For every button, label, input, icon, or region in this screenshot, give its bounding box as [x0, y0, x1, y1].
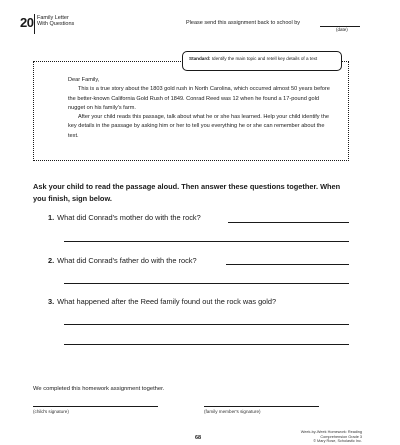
- answer-line-3b[interactable]: [64, 344, 349, 345]
- question-3-text: What happened after the Reed family found out the rock was gold?: [57, 297, 277, 306]
- credit-line-2: © Mary Rose, Scholastic Inc.: [313, 439, 362, 443]
- answer-line-2b[interactable]: [64, 283, 349, 284]
- instructions: Ask your child to read the passage aloud. Then answer these questions together. When you finish, sign below.: [33, 182, 341, 203]
- answer-line-2a[interactable]: [226, 264, 349, 265]
- letter-greeting: Dear Family,: [68, 77, 100, 83]
- family-signature-line[interactable]: [204, 406, 319, 407]
- page-number-footer: 68: [195, 435, 202, 441]
- standard-box: [182, 51, 342, 71]
- question-2-number: 2.: [48, 256, 55, 265]
- family-signature-label: (family member's signature): [204, 409, 261, 414]
- question-2: [48, 256, 197, 265]
- section-title-line1: Family Letter: [37, 15, 69, 21]
- section-title: [37, 15, 97, 27]
- standard-text: Identify the main topic and retell key details of a text: [211, 56, 318, 61]
- answer-line-3a[interactable]: [64, 324, 349, 325]
- question-1-text: What did Conrad's mother do with the rock?: [57, 213, 201, 222]
- credit-line-1: Week-by-Week Homework: Reading Comprehension Grade 3: [300, 430, 362, 439]
- answer-line-1b[interactable]: [64, 241, 349, 242]
- return-instruction: Please send this assignment back to school by: [186, 20, 301, 26]
- question-3-number: 3.: [48, 297, 55, 306]
- header-divider: [34, 14, 35, 34]
- date-label: (date): [336, 27, 348, 32]
- child-signature-label: (child's signature): [33, 409, 69, 414]
- question-1-number: 1.: [48, 213, 55, 222]
- answer-line-1a[interactable]: [228, 222, 349, 223]
- letter-paragraph-2: After your child reads this passage, talk about what he or she has learned. Help your child identify the key details in the passage by asking him or her to tell you everything he or she can remember about the text.: [68, 114, 329, 139]
- page-number-header: 20: [20, 15, 34, 30]
- credit-line: [300, 430, 362, 444]
- question-3: [48, 297, 276, 306]
- question-1: [48, 213, 201, 222]
- completion-text: We completed this homework assignment together.: [33, 386, 165, 392]
- letter-paragraph-1: This is a true story about the 1803 gold rush in North Carolina, which occurred almost 50 years before the better-known California Gold Rush of 1849. Conrad Reed was 12 when he found a 17-pound gold nugget on his family's farm.: [68, 86, 330, 111]
- section-title-line2: With Questions: [37, 21, 75, 27]
- family-letter: [33, 61, 349, 161]
- child-signature-line[interactable]: [33, 406, 158, 407]
- question-2-text: What did Conrad's father do with the rock?: [57, 256, 197, 265]
- standard-label: Standard:: [189, 56, 211, 61]
